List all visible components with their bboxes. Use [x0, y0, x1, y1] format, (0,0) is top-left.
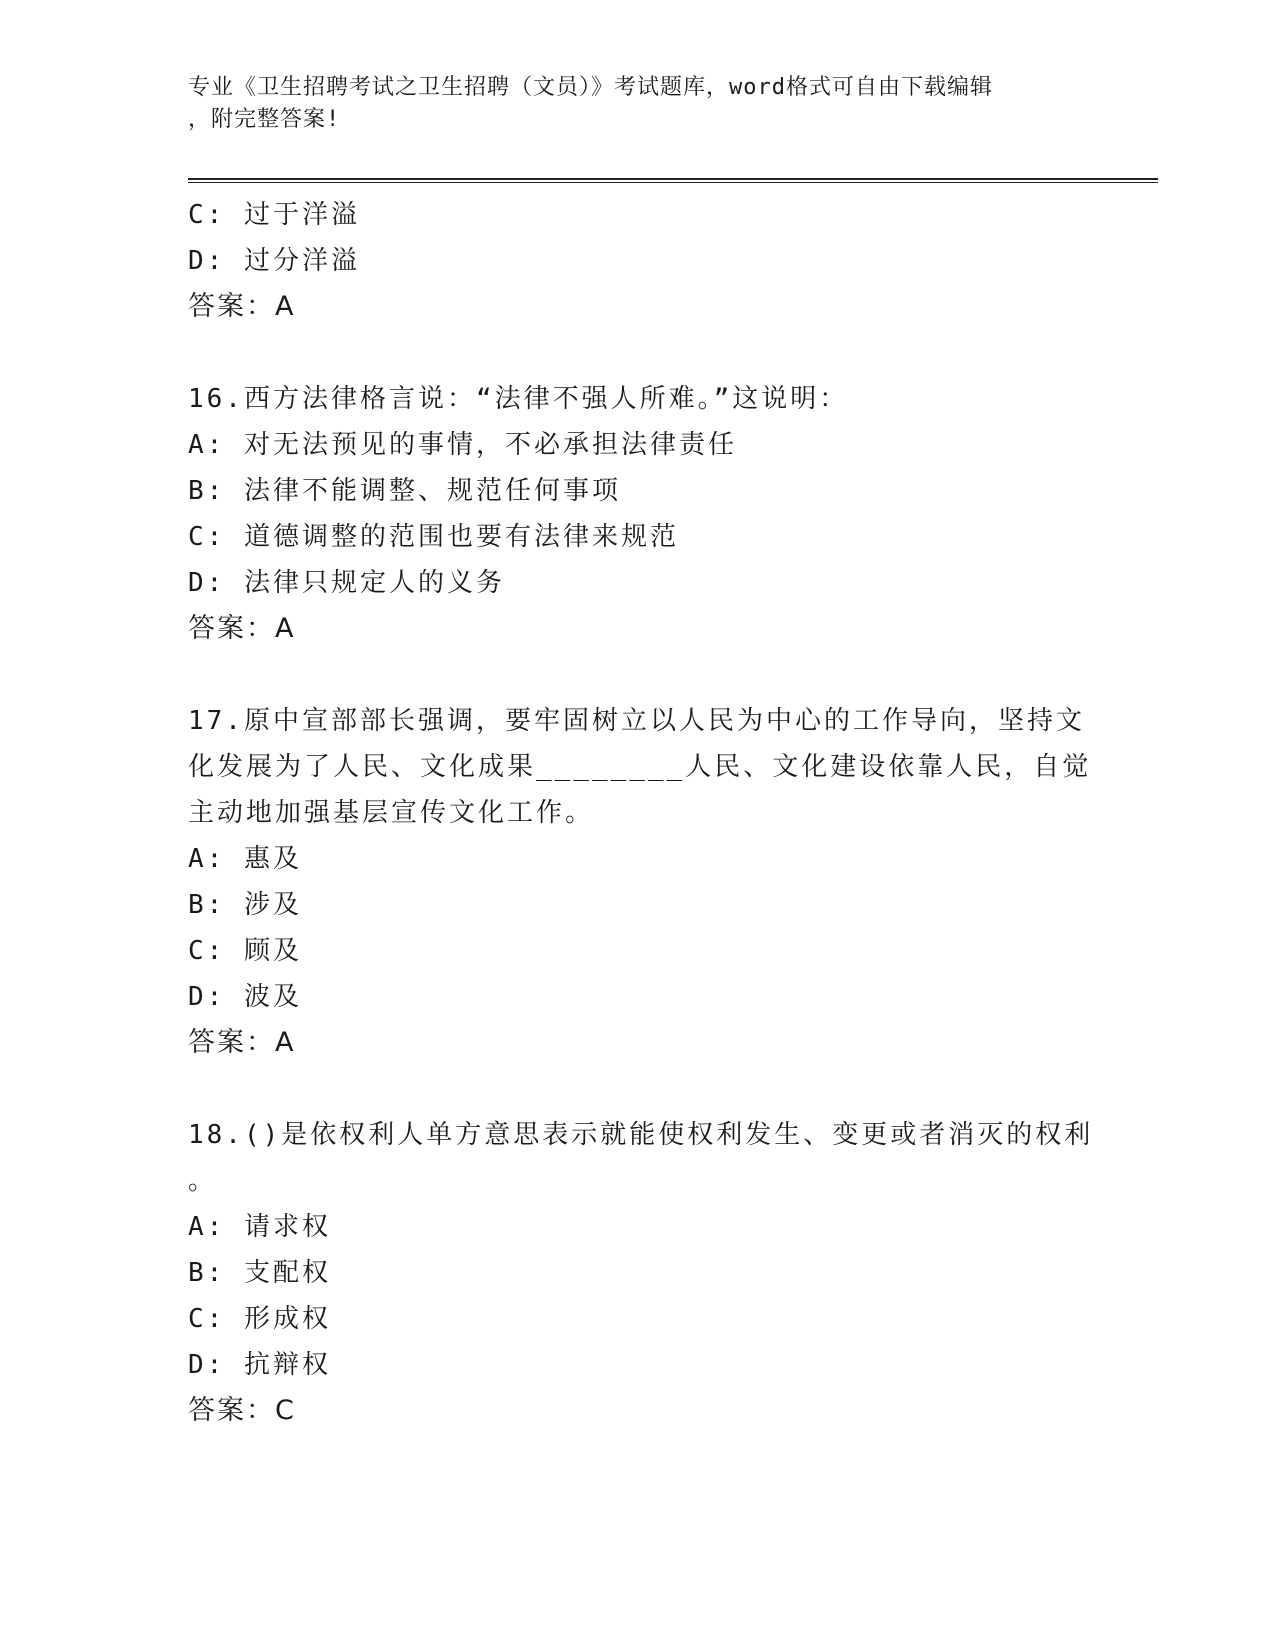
- answer-line: 答案：A: [188, 1027, 296, 1058]
- option-c: C: 顾及: [188, 936, 302, 966]
- document-header: [188, 72, 1088, 136]
- option-d: D: 波及: [188, 982, 302, 1012]
- option-d: D: 抗辩权: [188, 1350, 331, 1380]
- question-text: 17.原中宣部部长强调，要牢固树立以人民为中心的工作导向，坚持文: [188, 706, 1085, 736]
- question-text: 化发展为了人民、文化成果________人民、文化建设依靠人民，自觉: [188, 752, 1092, 782]
- question-15-tail: [188, 192, 1088, 330]
- question-text: 16.西方法律格言说：“法律不强人所难。”这说明：: [188, 384, 849, 414]
- question-text: 。: [188, 1166, 218, 1196]
- question-17: [188, 698, 1092, 1066]
- option-d: D: 过分洋溢: [188, 246, 360, 276]
- answer-line: 答案：A: [188, 291, 296, 322]
- header-divider: [188, 178, 1158, 183]
- spacer: [188, 1066, 1088, 1112]
- question-text: 18.()是依权利人单方意思表示就能使权利发生、变更或者消灭的权利: [188, 1120, 1094, 1150]
- header-line-1: 专业《卫生招聘考试之卫生招聘（文员）》考试题库，word格式可自由下载编辑: [188, 75, 993, 100]
- option-a: A: 请求权: [188, 1212, 331, 1242]
- option-b: B: 法律不能调整、规范任何事项: [188, 476, 621, 506]
- answer-line: 答案：C: [188, 1395, 296, 1426]
- option-a: A: 对无法预见的事情，不必承担法律责任: [188, 430, 737, 460]
- option-d: D: 法律只规定人的义务: [188, 568, 505, 598]
- answer-line: 答案：A: [188, 613, 296, 644]
- option-c: C: 过于洋溢: [188, 200, 360, 230]
- question-16: [188, 376, 1088, 652]
- option-c: C: 道德调整的范围也要有法律来规范: [188, 522, 679, 552]
- spacer: [188, 330, 1088, 376]
- header-line-2: ，附完整答案!: [188, 107, 341, 132]
- question-18: [188, 1112, 1094, 1434]
- option-b: B: 支配权: [188, 1258, 331, 1288]
- option-a: A: 惠及: [188, 844, 302, 874]
- option-b: B: 涉及: [188, 890, 302, 920]
- spacer: [188, 652, 1088, 698]
- question-list: [188, 192, 1094, 1434]
- option-c: C: 形成权: [188, 1304, 331, 1334]
- question-text: 主动地加强基层宣传文化工作。: [188, 798, 595, 828]
